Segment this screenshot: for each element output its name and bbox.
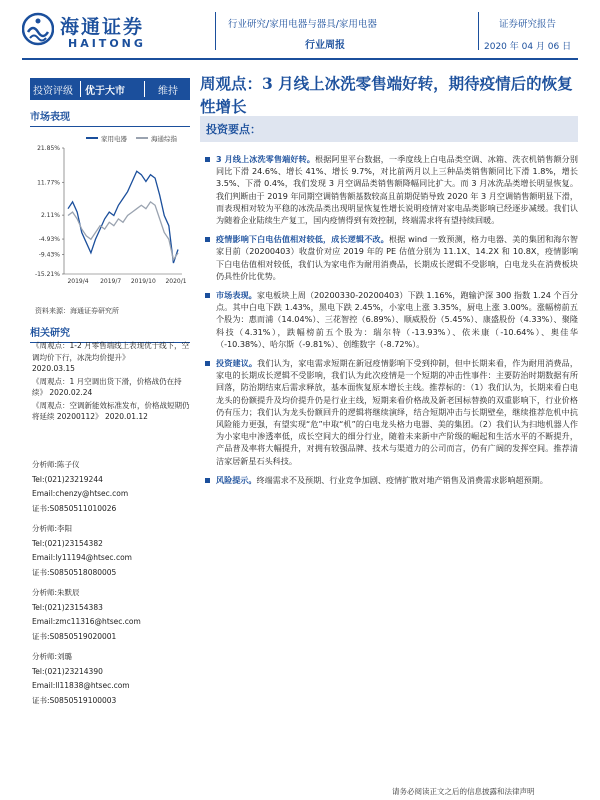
y-tick-label: 11.77%	[37, 179, 60, 187]
key-point-body: 家电板块上周（20200330-20200403）下跌 1.16%，跑输沪深 300 指数 1.24 个百分点。其中白电下跌 1.43%，黑电下跌 2.45%，小家电上涨 3.35%，厨电上涨 3.00%。涨幅榜前五个股为：惠而浦（14.04%）、三花智控（6.89%）、顺威股份（5.45%）、康盛股份（4.33%）、聚隆科技（4.31%），跌幅榜前五个股为：瑞尔特（-13.93%）、依米康（-10.64%）、奥佳华（-10.38%）、哈尔斯（-9.81%）、创维数字（-8.72%）。	[216, 290, 578, 349]
series-line-haitong-index	[68, 202, 178, 260]
key-point-body: 根据 wind 一致预测，格力电器、美的集团和海尔智家目前（20200403）收盘价对应 2019 年的 PE 估值分别为 11.1X、14.2X 和 10.8X，疫情影响下白电估值相对较低，我们认为家电作为耐用消费品，长期成长逻辑不受影响，白电龙头在消费板块仍具性价比优势。	[216, 234, 578, 281]
related-item-text: 《周观点：1 月空调出货下滑，价格战仍在持续》	[32, 376, 182, 397]
rating-value: 优于大市	[85, 86, 125, 97]
chart-legend	[86, 134, 178, 143]
key-point-heading: 疫情影响下白电估值相对较低，成长逻辑不改。	[216, 234, 389, 245]
y-tick-label: -9.43%	[38, 251, 60, 259]
key-point-body: 根据阿里平台数据，一季度线上白电品类空调、冰箱、洗衣机销售额分别同比下滑 24.6%、增长 41%、增长 9.7%，对比前两月以上三种品类销售额同比下滑 1.8%，增长 3.5%、下滑 0.4%，我们发现 3 月空调品类销售额降幅同比扩大。而 3 月冰洗品类增长明显恢复。我们判断由于 2019 年同期空调销售额基数较高且前期促销导致 2020 年 3 月空调销售额明显下滑，而表现相对较为平稳的冰洗品类出现明显恢复性增长说明疫情对家电品类影响已经逐步减缓。我们认为随着企业陆续生产复工，国内疫情得到有效控制，终端需求将有望持续回暖。	[216, 154, 578, 226]
analyst-email[interactable]: Email:ly11194@htsec.com	[32, 553, 132, 562]
haitong-logo	[22, 10, 172, 54]
chart-source: 资料来源：海通证券研究所	[35, 307, 119, 315]
key-point	[200, 153, 578, 226]
analyst-card	[32, 650, 192, 708]
report-subcategory: 行业周报	[305, 40, 345, 51]
report-date: 2020 年 04 月 06 日	[484, 42, 572, 52]
analyst-cert: 证书:S0850511010026	[32, 503, 117, 513]
analyst-card	[32, 522, 192, 580]
analyst-card	[32, 458, 192, 516]
market-chart-svg	[30, 126, 190, 296]
y-tick-label: -15.21%	[34, 271, 60, 278]
market-title: 市场表现	[30, 112, 70, 123]
rating-bar	[30, 78, 190, 100]
related-item-text: 《周观点：1-2 月零售端线上表现优于线下，空调均价下行，冰洗均价提升》	[32, 341, 190, 362]
legend-label-haitong-index: 海通综指	[151, 135, 177, 143]
x-tick-label: 2020/1	[165, 278, 187, 285]
analyst-name: 分析师:刘璐	[32, 652, 73, 661]
key-point-heading: 投资建议。	[216, 358, 258, 369]
related-list	[32, 340, 192, 424]
rating-label: 投资评级	[33, 86, 73, 97]
key-points-title: 投资要点：	[206, 123, 261, 136]
market-section-header	[30, 108, 190, 127]
related-item-date: 2020.01.12	[104, 412, 148, 421]
key-point-heading: 3 月线上冰洗零售端好转。	[216, 154, 316, 164]
analyst-tel: Tel:(021)23219244	[32, 474, 103, 484]
key-point-heading: 市场表现。	[216, 290, 257, 301]
analyst-email[interactable]: Email:zmc11316@htsec.com	[32, 617, 141, 626]
market-chart	[30, 126, 190, 296]
related-item	[32, 376, 192, 399]
y-tick-label: -4.93%	[38, 236, 60, 244]
disclaimer-footer: 请务必阅读正文之后的信息披露和法律声明	[392, 787, 535, 796]
rating-divider	[144, 81, 145, 97]
rating-change: 维持	[158, 86, 178, 97]
report-header	[0, 0, 600, 62]
x-tick-label: 2019/4	[67, 278, 89, 285]
y-tick-label: 2.11%	[40, 212, 60, 220]
rating-divider	[80, 81, 81, 97]
analyst-cert: 证书:S0850518080005	[32, 567, 117, 577]
header-rule	[22, 58, 578, 60]
analyst-list	[32, 458, 192, 714]
report-title: 周观点：3 月线上冰洗零售端好转，期待疫情后的恢复性增长	[200, 74, 573, 116]
legend-label-home-appliance: 家用电器	[101, 135, 127, 143]
x-tick-label: 2019/7	[100, 278, 122, 285]
analyst-cert: 证书:S0850519020001	[32, 631, 117, 641]
analyst-name: 分析师:朱默辰	[32, 588, 80, 597]
report-type: 证券研究报告	[499, 19, 557, 30]
y-tick-label: 21.85%	[37, 145, 60, 152]
haitong-logo-icon	[22, 12, 54, 46]
key-point	[200, 233, 578, 282]
related-item-text: 《周观点：空调新能效标准发布，价格战短期仍将延续 20200112》	[32, 400, 190, 421]
related-item	[32, 340, 192, 375]
analyst-name: 分析师:陈子仪	[32, 460, 80, 469]
related-item	[32, 400, 192, 423]
analyst-tel: Tel:(021)23154383	[32, 602, 103, 612]
key-points-list	[200, 153, 578, 493]
series-line-home-appliance	[68, 171, 178, 263]
key-point	[200, 289, 578, 350]
key-points-bar	[200, 116, 578, 142]
related-item-date: 2020.02.24	[49, 388, 93, 397]
analyst-card	[32, 586, 192, 644]
related-title: 相关研究	[30, 328, 70, 339]
analyst-email[interactable]: Email:ll11838@htsec.com	[32, 681, 130, 690]
key-point-heading: 风险提示。	[216, 474, 257, 485]
analyst-name: 分析师:李阳	[32, 524, 73, 533]
key-point-body: 我们认为，家电需求短期在新冠疫情影响下受到抑制，但中长期来看，作为耐用消费品，家电的长期成长逻辑不受影响，我们认为此次疫情是一个短期的冲击性事件：主要防治时期数据有所回落，防治期结束后需求释放，基本面恢复原本增长主线。推荐标的：（1）我们认为，长期来看白电龙头的份额提升及均价提升仍是行业主线，短期来看价格战及新老国标替换的双重影响下，行业价格仍有压力；我们认为龙头份额回升的逻辑将继续演绎，结合短期冲击与长期壁垒，继续推荐危机中抗风险能力更强，有望实现“危”中取“机”的白电龙头格力电器、美的集团。（2）我们认为扫地机器人作为小家电中渗透率低，成长空间大的细分行业，随着未来新中产阶级的崛起和生活水平的不断提升，产品普及率将大幅提升，对拥有较强品牌、技术与渠道力的公司而言，仍有广阔的发挥空间。推荐清洁家居新星石头科技。	[216, 358, 578, 466]
key-point	[200, 474, 578, 486]
related-item-date: 2020.03.15	[32, 364, 75, 373]
key-point	[200, 357, 578, 467]
header-divider	[478, 12, 479, 50]
key-point-body: 终端需求不及预期、行业竞争加剧、疫情扩散对地产销售及消费需求影响超预期。	[256, 474, 548, 485]
report-category: 行业研究/家用电器与器具/家用电器	[228, 19, 377, 30]
x-tick-label: 2019/10	[130, 278, 156, 285]
analyst-tel: Tel:(021)23154382	[32, 538, 103, 548]
header-divider	[215, 12, 216, 50]
analyst-cert: 证书:S0850519100003	[32, 695, 117, 705]
analyst-tel: Tel:(021)23214390	[32, 666, 103, 676]
logo-text-cn: 海通证券	[60, 16, 145, 38]
logo-text-en: HAITONG	[68, 37, 146, 50]
analyst-email[interactable]: Email:chenzy@htsec.com	[32, 489, 129, 498]
